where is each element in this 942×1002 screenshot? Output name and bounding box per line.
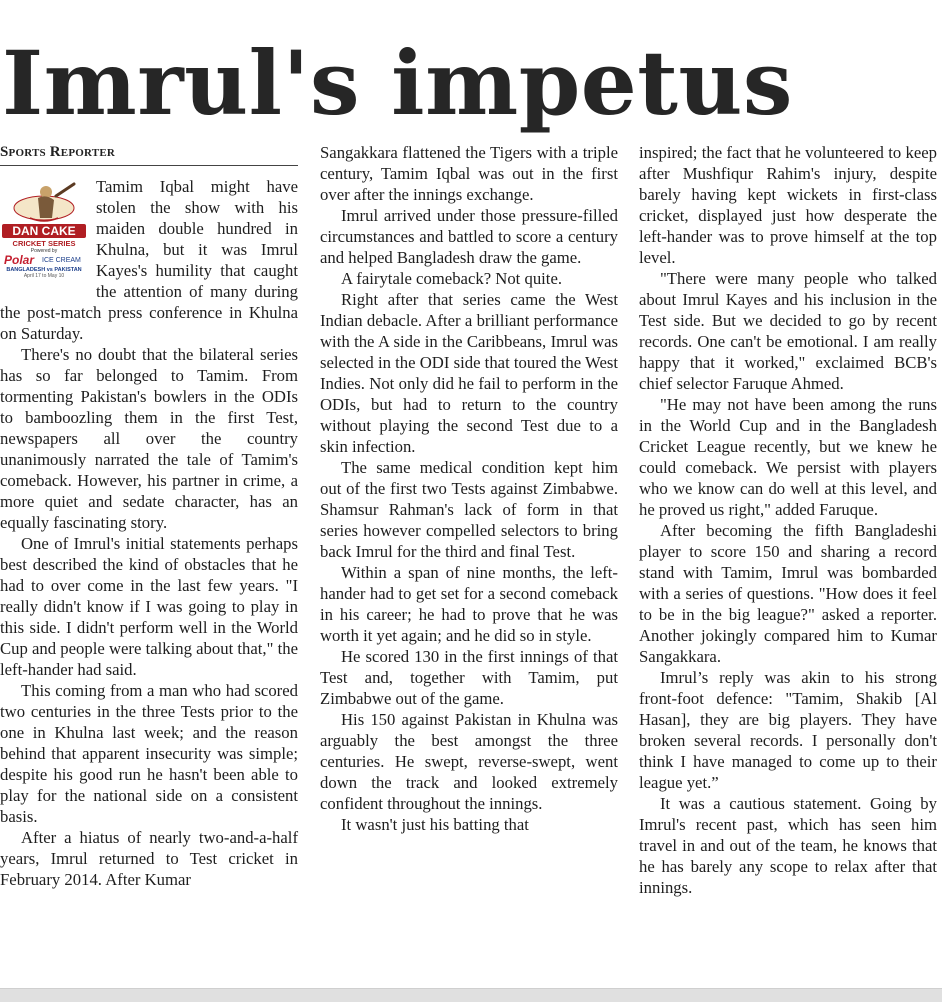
paragraph: The same medical condition kept him out of the first two Tests against Zimbabwe. Shamsur Rahman's lack of form in that series however compelled selectors to bring back Imrul for the third and final Test. xyxy=(320,458,618,561)
paragraph: This coming from a man who had scored two centuries in the three Tests prior to the one in Khulna last week; and the reason behind that apparent insecurity was simple; despite his good run he hasn't been able to play for the national side on a consistent basis. xyxy=(0,681,298,826)
byline: Sports Reporter xyxy=(0,142,298,166)
page-bottom-edge xyxy=(0,988,942,1002)
paragraph: Tamim Iqbal might have stolen the show with his maiden double hundred in Khulna, but it was Imrul Kayes's humility that caught the attention of many during the post-match press conference in Khulna on Saturday. xyxy=(0,177,298,343)
co-brand: Polar xyxy=(4,253,35,267)
paragraph: After becoming the fifth Bangladeshi player to score 150 and sharing a record stand with Tamim, Imrul was bombarded with a series of questions. "How does it feel to be in the big league?" asked a reporter. Another jokingly compared him to Kumar Sangakkara. xyxy=(639,521,937,666)
paragraph: Right after that series came the West Indian debacle. After a brilliant performance with the A side in the Caribbeans, Imrul was selected in the ODI side that toured the West Indies. Not only did he fail to perform in the ODIs, but had to return to the country without playing the second Test due to a skin infection. xyxy=(320,290,618,456)
paragraph: A fairytale comeback? Not quite. xyxy=(341,269,563,288)
sponsor-brand: DAN CAKE xyxy=(2,224,86,238)
paragraph: "There were many people who talked about Imrul Kayes and his inclusion in the Test side. But we decided to go by recent records. One can't be emotional. I am really happy that it worked," exclaimed BCB's chief selector Faruque Ahmed. xyxy=(639,269,937,393)
co-brand-sub: ICE CREAM xyxy=(42,257,81,264)
paragraph: Imrul arrived under those pressure-filled circumstances and battled to score a century and helped Bangladesh draw the game. xyxy=(320,206,618,267)
paragraph: His 150 against Pakistan in Khulna was arguably the best amongst the three centuries. He swept, reverse-swept, went down the track and looked extremely confident throughout the innings. xyxy=(320,710,618,813)
sponsor-dates: April 17 to May 10 xyxy=(23,273,65,279)
sponsor-logo xyxy=(0,178,88,282)
article-column-3 xyxy=(639,142,937,898)
sponsor-matchup: BANGLADESH vs PAKISTAN xyxy=(6,267,82,273)
paragraph: Sangakkara flattened the Tigers with a triple century, Tamim Iqbal was out in the first over after the innings exchange. xyxy=(320,143,618,204)
paragraph: Imrul’s reply was akin to his strong front-foot defence: "Tamim, Shakib [Al Hasan], they are big players. They have broken several records. I personally don't think I have managed to come up to their league yet.” xyxy=(639,668,937,792)
paragraph: Within a span of nine months, the left-hander had to get set for a second comeback in his career; he had to prove that he was worth it yet again; and he did so in style. xyxy=(320,563,618,645)
headline: Imrul's impetus xyxy=(2,31,793,135)
paragraph: He scored 130 in the first innings of that Test and, together with Tamim, put Zimbabwe out of the game. xyxy=(320,647,618,708)
paragraph: After a hiatus of nearly two-and-a-half years, Imrul returned to Test cricket in February 2014. After Kumar xyxy=(0,828,298,889)
article-column-2 xyxy=(320,142,618,835)
cricketer-logo-icon xyxy=(0,178,88,226)
paragraph: "He may not have been among the runs in the World Cup and in the Bangladesh Cricket League recently, but we knew he could comeback. We persist with players who we know can do well at this level, and he proved us right," added Faruque. xyxy=(639,395,937,519)
paragraph: It wasn't just his batting that xyxy=(341,815,529,834)
article-column-1 xyxy=(0,142,298,890)
paragraph: One of Imrul's initial statements perhaps best described the kind of obstacles that he had to over come in the last few years. "I really didn't know if I was going to play in this side. I didn't perform well in the World Cup and people were talking about that," the left-hander had said. xyxy=(0,534,298,679)
paragraph: There's no doubt that the bilateral series has so far belonged to Tamim. From tormenting Pakistan's bowlers in the ODIs to bamboozling them in the first Test, newspapers all over the country unanimously narrated the tale of Tamim's comeback. However, his partner in crime, a more quiet and sedate character, has an equally fascinating story. xyxy=(0,345,298,532)
paragraph: inspired; the fact that he volunteered to keep after Mushfiqur Rahim's injury, despite barely having kept wickets in first-class cricket, displayed just how desperate the left-hander was to prove himself at the top level. xyxy=(639,143,937,267)
sponsor-powered-by: Powered by xyxy=(30,248,58,254)
paragraph: It was a cautious statement. Going by Imrul's recent past, which has seen him travel in and out of the team, he knows that he has barely any scope to relax after that innings. xyxy=(639,794,937,897)
sponsor-series: CRICKET SERIES xyxy=(12,239,76,248)
